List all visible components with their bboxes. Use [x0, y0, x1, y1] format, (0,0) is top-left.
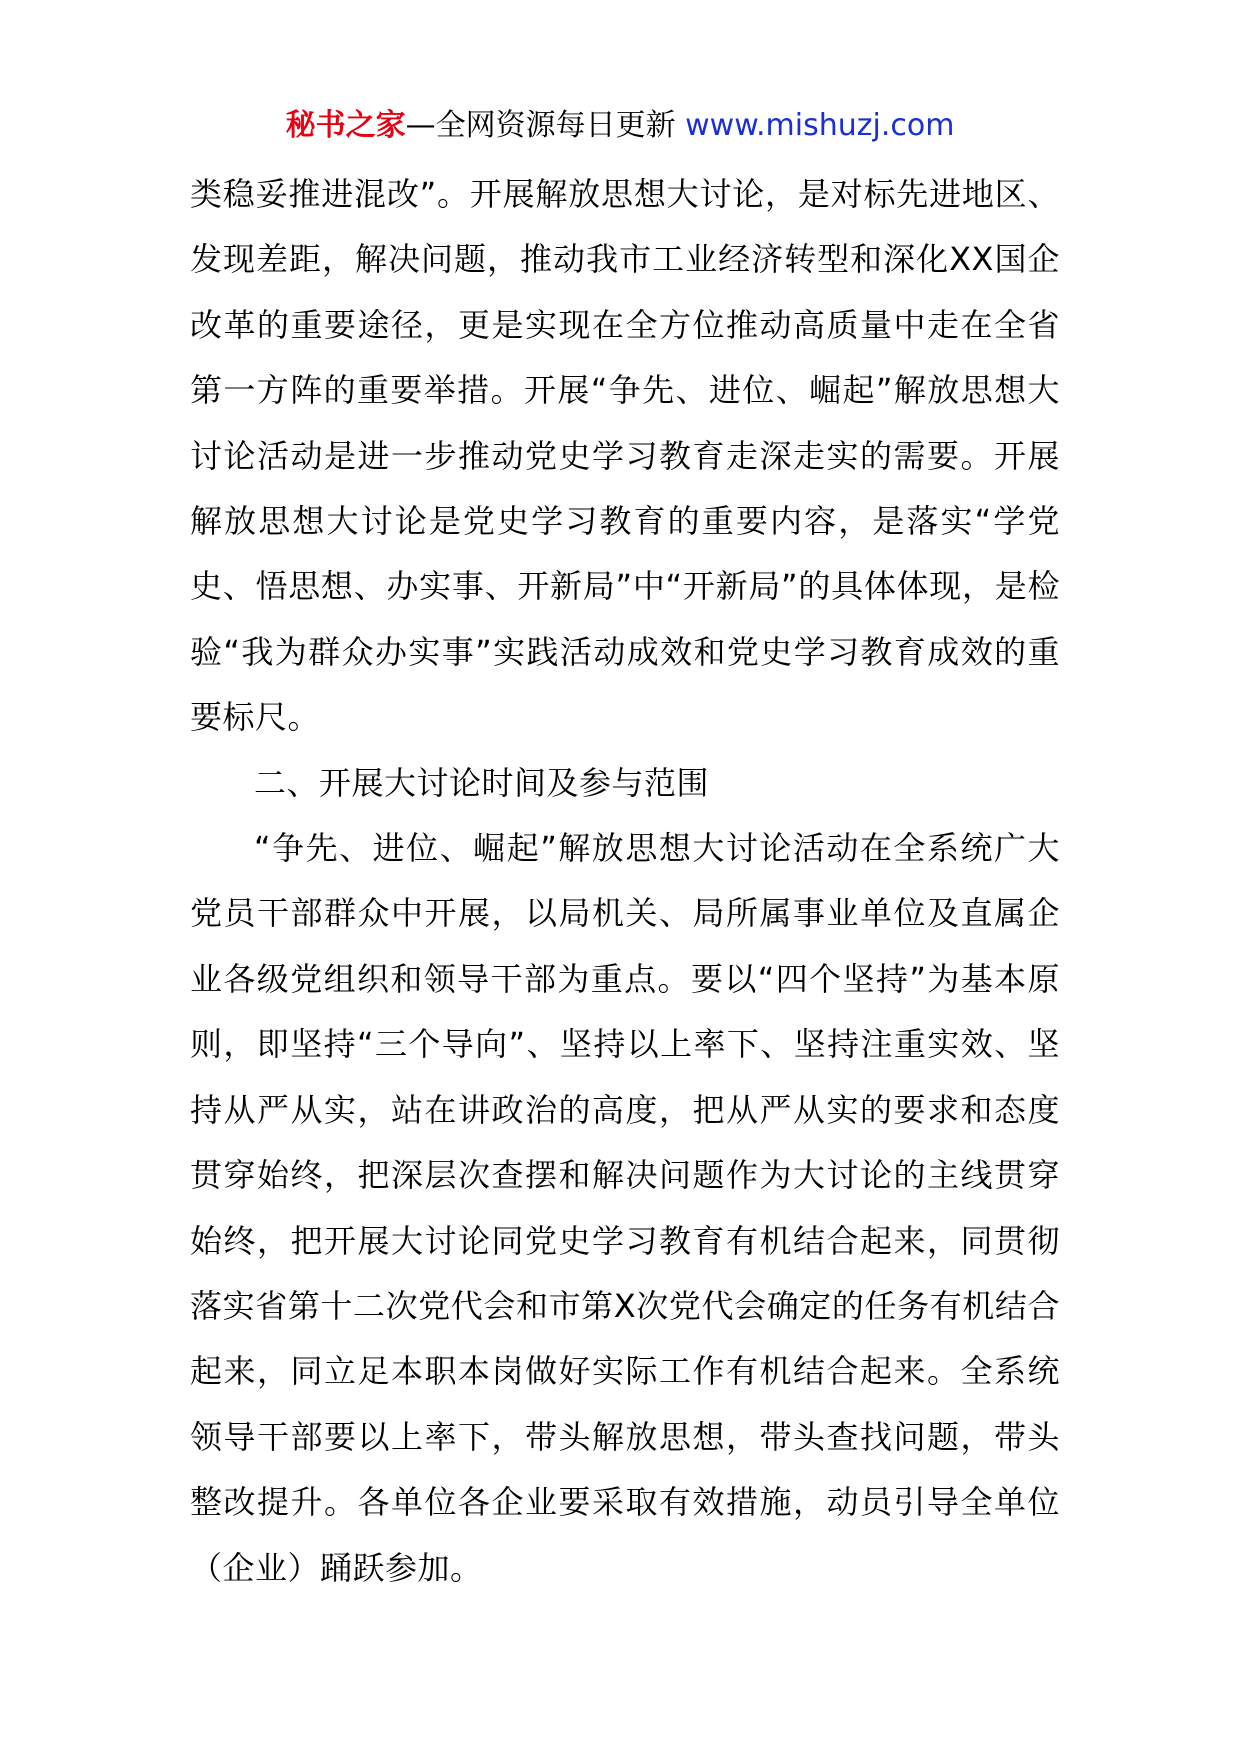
site-brand: 秘书之家	[285, 108, 406, 143]
document-body	[190, 162, 1060, 1601]
paragraph-continuation: 类稳妥推进混改”。开展解放思想大讨论，是对标先进地区、发现差距，解决问题，推动我市工业经济转型和深化XX国企改革的重要途径，更是实现在全方位推动高质量中走在全省第一方阵的重要举措。开展“争先、进位、崛起”解放思想大讨论活动是进一步推动党史学习教育走深走实的需要。开展解放思想大讨论是党史学习教育的重要内容，是落实“学党史、悟思想、办实事、开新局”中“开新局”的具体体现，是检验“我为群众办实事”实践活动成效和党史学习教育成效的重要标尺。	[190, 175, 1060, 737]
site-url-link[interactable]: www.mishuzj.com	[685, 108, 955, 143]
site-tagline: —全网资源每日更新	[405, 108, 686, 143]
section-heading: 二、开展大讨论时间及参与范围	[254, 763, 710, 802]
site-header	[0, 106, 1240, 146]
paragraph-scope: “争先、进位、崛起”解放思想大讨论活动在全系统广大党员干部群众中开展，以局机关、局所属事业单位及直属企业各级党组织和领导干部为重点。要以“四个坚持”为基本原则，即坚持“三个导向”、坚持以上率下、坚持注重实效、坚持从严从实，站在讲政治的高度，把从严从实的要求和态度贯穿始终，把深层次查摆和解决问题作为大讨论的主线贯穿始终，把开展大讨论同党史学习教育有机结合起来，同贯彻落实省第十二次党代会和市第X次党代会确定的任务有机结合起来，同立足本职本岗做好实际工作有机结合起来。全系统领导干部要以上率下，带头解放思想，带头查找问题，带头整改提升。各单位各企业要采取有效措施，动员引导全单位（企业）踊跃参加。	[190, 829, 1060, 1587]
